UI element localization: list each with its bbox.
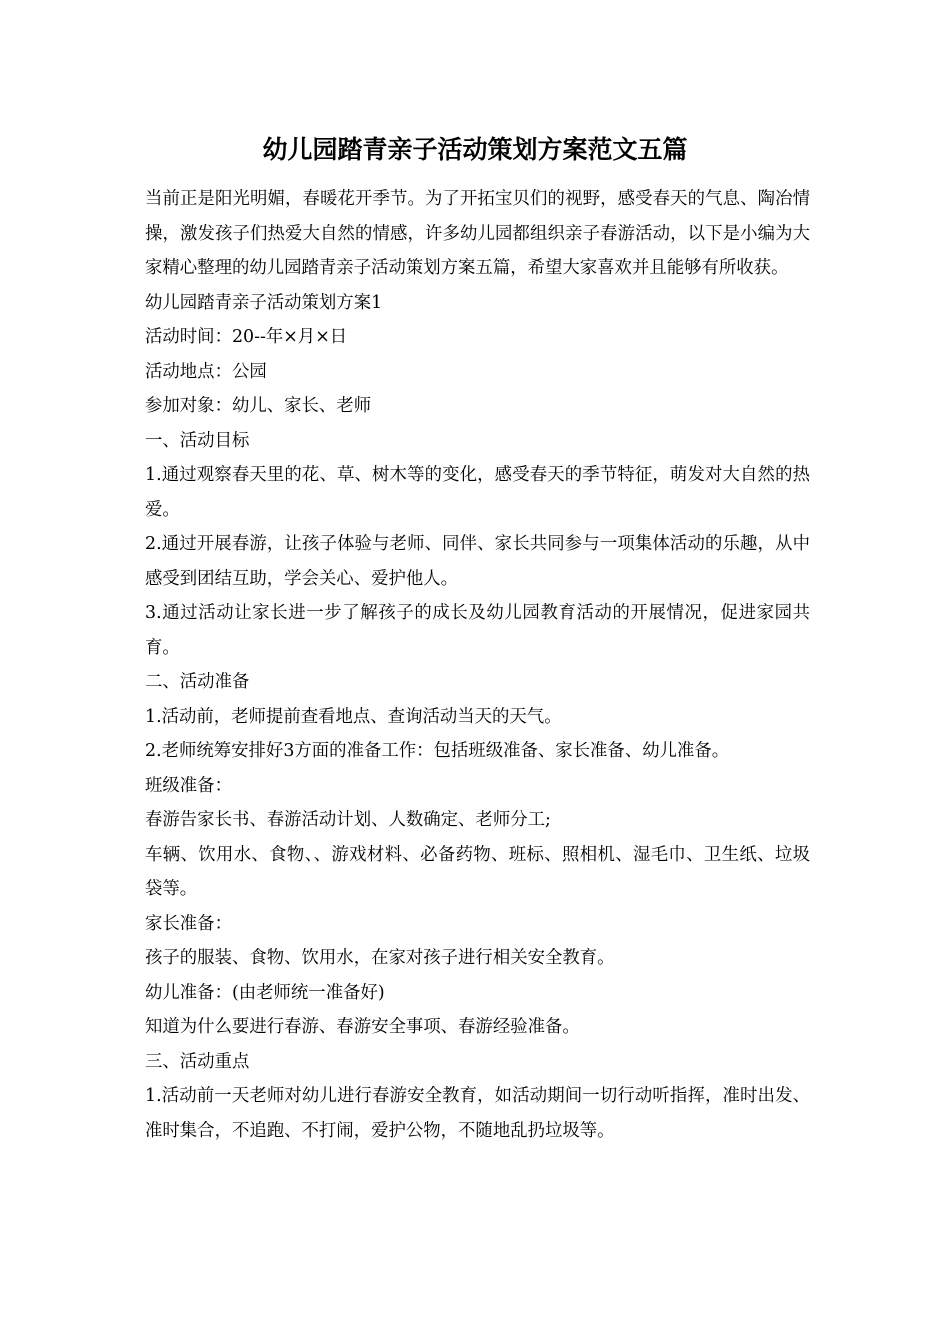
preparation-item: 1.活动前，老师提前查看地点、查询活动当天的天气。 (145, 706, 562, 727)
parent-preparation-label: 家长准备： (145, 913, 232, 934)
intro-paragraph: 当前正是阳光明媚，春暖花开季节。为了开拓宝贝们的视野，感受春天的气息、陶冶情操，激发孩子们热爱大自然的情感，许多幼儿园都组织亲子春游活动，以下是小编为大家精心整理的幼儿园踏青亲子活动策划方案五篇，希望大家喜欢并且能够有所收获。 (145, 189, 810, 278)
document-title: 幼儿园踏青亲子活动策划方案范文五篇 (262, 135, 688, 164)
section-heading: 幼儿园踏青亲子活动策划方案1 (145, 292, 383, 313)
preparation-item: 2.老师统筹安排好3方面的准备工作：包括班级准备、家长准备、幼儿准备。 (145, 741, 730, 761)
activity-time: 活动时间：20--年×月×日 (145, 327, 348, 347)
child-preparation-item: 知道为什么要进行春游、春游安全事项、春游经验准备。 (145, 1017, 580, 1037)
activity-location: 活动地点：公园 (145, 361, 267, 382)
heading-goals: 一、活动目标 (145, 430, 250, 451)
heading-preparation: 二、活动准备 (145, 672, 250, 692)
child-preparation-label: 幼儿准备：(由老师统一准备好) (145, 982, 385, 1003)
class-preparation-item: 车辆、饮用水、食物、、游戏材料、必备药物、班标、照相机、湿毛巾、卫生纸、垃圾袋等。 (145, 844, 810, 899)
parent-preparation-item: 孩子的服装、食物、饮用水，在家对孩子进行相关安全教育。 (145, 948, 615, 968)
focus-item: 1.活动前一天老师对幼儿进行春游安全教育，如活动期间一切行动听指挥，准时出发、准时集合，不追跑、不打闹，爱护公物，不随地乱扔垃圾等。 (145, 1086, 810, 1141)
class-preparation-label: 班级准备： (145, 775, 232, 796)
goal-item: 3.通过活动让家长进一步了解孩子的成长及幼儿园教育活动的开展情况，促进家园共育。 (145, 603, 810, 658)
goal-item: 1.通过观察春天里的花、草、树木等的变化，感受春天的季节特征，萌发对大自然的热爱。 (145, 465, 810, 520)
goal-item: 2.通过开展春游，让孩子体验与老师、同伴、家长共同参与一项集体活动的乐趣，从中感受到团结互助，学会关心、爱护他人。 (145, 534, 810, 589)
participants: 参加对象：幼儿、家长、老师 (145, 396, 372, 416)
class-preparation-item: 春游告家长书、春游活动计划、人数确定、老师分工; (145, 810, 551, 830)
heading-focus: 三、活动重点 (145, 1051, 250, 1072)
document-body (145, 182, 810, 1148)
